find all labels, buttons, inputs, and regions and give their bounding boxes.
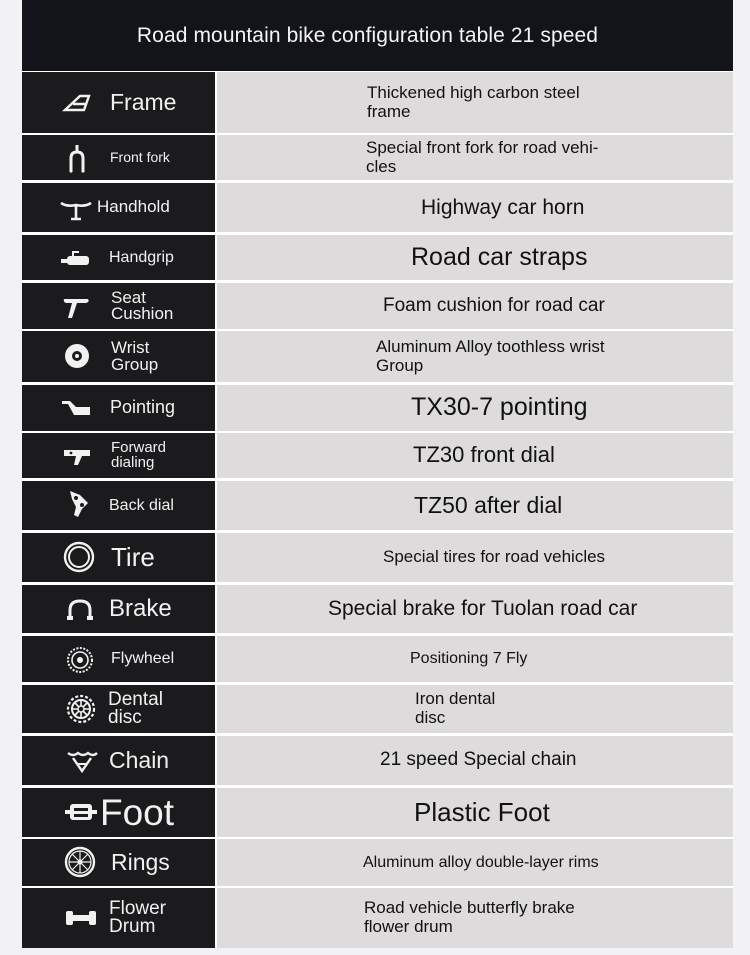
- table-row-tire: [22, 533, 733, 582]
- value-cell: [217, 585, 733, 633]
- value-cell: [217, 72, 733, 133]
- flywheel-icon: [63, 643, 97, 677]
- row-value: Plastic Foot: [414, 797, 550, 828]
- value-cell: [217, 636, 733, 682]
- label-cell: [22, 736, 215, 785]
- row-label: Flower Drum: [109, 897, 167, 937]
- row-value: Highway car horn: [421, 195, 585, 219]
- table-row-flower-drum: [22, 888, 733, 948]
- row-value: TZ30 front dial: [413, 442, 555, 468]
- label-cell: [22, 685, 215, 733]
- row-label: Back dial: [109, 496, 174, 514]
- table-row-back-dial: [22, 481, 733, 530]
- rear-derailleur-icon: [62, 487, 96, 521]
- seat-icon: [60, 290, 94, 324]
- value-cell: [217, 736, 733, 785]
- value-cell: [217, 331, 733, 382]
- brake-icon: [63, 592, 97, 626]
- table-title: Road mountain bike configuration table 21 speed: [136, 23, 599, 47]
- row-label: Pointing: [110, 397, 176, 418]
- label-cell: [22, 585, 215, 633]
- label-cell: [22, 385, 215, 431]
- row-value: Special tires for road vehicles: [383, 547, 606, 567]
- table-row-foot: [22, 788, 733, 837]
- table-row-handgrip: [22, 235, 733, 280]
- row-label: Tire: [111, 542, 155, 573]
- chain-icon: [65, 744, 99, 778]
- front-derailleur-icon: [60, 439, 94, 473]
- handlebar-icon: [59, 191, 93, 225]
- table-row-frame: [22, 72, 733, 133]
- table-row-flywheel: [22, 636, 733, 682]
- label-cell: [22, 72, 215, 133]
- row-label: Seat Cushion: [111, 287, 174, 323]
- table-row-handhold: [22, 183, 733, 232]
- pedal-icon: [64, 795, 98, 829]
- row-label: Brake: [109, 594, 172, 622]
- row-label: Forward dialing: [111, 439, 167, 471]
- label-cell: [22, 331, 215, 382]
- table-row-seat-cushion: [22, 283, 733, 329]
- row-label: Rings: [111, 848, 170, 875]
- value-cell: [217, 135, 733, 180]
- row-value: TX30-7 pointing: [411, 393, 588, 422]
- row-label: Foot: [100, 791, 175, 833]
- value-cell: [217, 283, 733, 329]
- label-cell: [22, 183, 215, 232]
- value-cell: [217, 481, 733, 530]
- row-value: Thickened high carbon steel frame: [367, 82, 580, 121]
- label-cell: [22, 283, 215, 329]
- frame-icon: [60, 86, 94, 120]
- row-label: Chain: [109, 746, 170, 773]
- row-value: Road vehicle butterfly brake flower drum: [364, 898, 575, 936]
- label-cell: [22, 433, 215, 478]
- hub-icon: [64, 901, 98, 935]
- rim-icon: [63, 845, 97, 879]
- table-row-front-fork: [22, 135, 733, 180]
- row-label: Flywheel: [111, 650, 175, 668]
- row-label: Handhold: [97, 197, 170, 217]
- crank-icon: [60, 339, 94, 373]
- handgrip-icon: [59, 241, 93, 275]
- table-row-rings: [22, 839, 733, 886]
- row-value: Positioning 7 Fly: [410, 650, 528, 668]
- row-value: TZ50 after dial: [414, 491, 563, 518]
- value-cell: [217, 839, 733, 886]
- row-label: Dental disc: [108, 688, 163, 728]
- row-label: Frame: [110, 88, 177, 115]
- row-label: Wrist Group: [111, 338, 159, 374]
- label-cell: [22, 135, 215, 180]
- row-value: Aluminum Alloy toothless wrist Group: [376, 336, 605, 375]
- table-row-brake: [22, 585, 733, 633]
- value-cell: [217, 385, 733, 431]
- row-value: Special front fork for road vehi-cles: [366, 137, 599, 176]
- shifter-icon: [60, 391, 94, 425]
- row-label: Handgrip: [109, 248, 174, 266]
- front-fork-icon: [60, 141, 94, 175]
- label-cell: [22, 235, 215, 280]
- value-cell: [217, 433, 733, 478]
- value-cell: [217, 685, 733, 733]
- row-value: Iron dental disc: [415, 689, 496, 727]
- value-cell: [217, 533, 733, 582]
- label-cell: [22, 533, 215, 582]
- row-value: Aluminum alloy double-layer rims: [363, 853, 599, 871]
- label-cell: [22, 888, 215, 948]
- table-title-bar: [22, 0, 733, 71]
- table-row-dental-disc: [22, 685, 733, 733]
- label-cell: [22, 481, 215, 530]
- row-value: Special brake for Tuolan road car: [328, 597, 638, 621]
- value-cell: [217, 183, 733, 232]
- label-cell: [22, 636, 215, 682]
- row-label: Front fork: [110, 148, 170, 165]
- table-row-wrist-group: [22, 331, 733, 382]
- value-cell: [217, 235, 733, 280]
- row-value: Foam cushion for road car: [383, 294, 605, 316]
- tire-icon: [62, 540, 96, 574]
- value-cell: [217, 788, 733, 837]
- table-row-forward-dialing: [22, 433, 733, 478]
- value-cell: [217, 888, 733, 948]
- chainring-icon: [64, 692, 98, 726]
- table-row-pointing: [22, 385, 733, 431]
- label-cell: [22, 839, 215, 886]
- label-cell: [22, 788, 215, 837]
- row-value: 21 speed Special chain: [380, 749, 577, 771]
- configuration-table: [22, 0, 733, 948]
- row-value: Road car straps: [411, 242, 588, 271]
- table-row-chain: [22, 736, 733, 785]
